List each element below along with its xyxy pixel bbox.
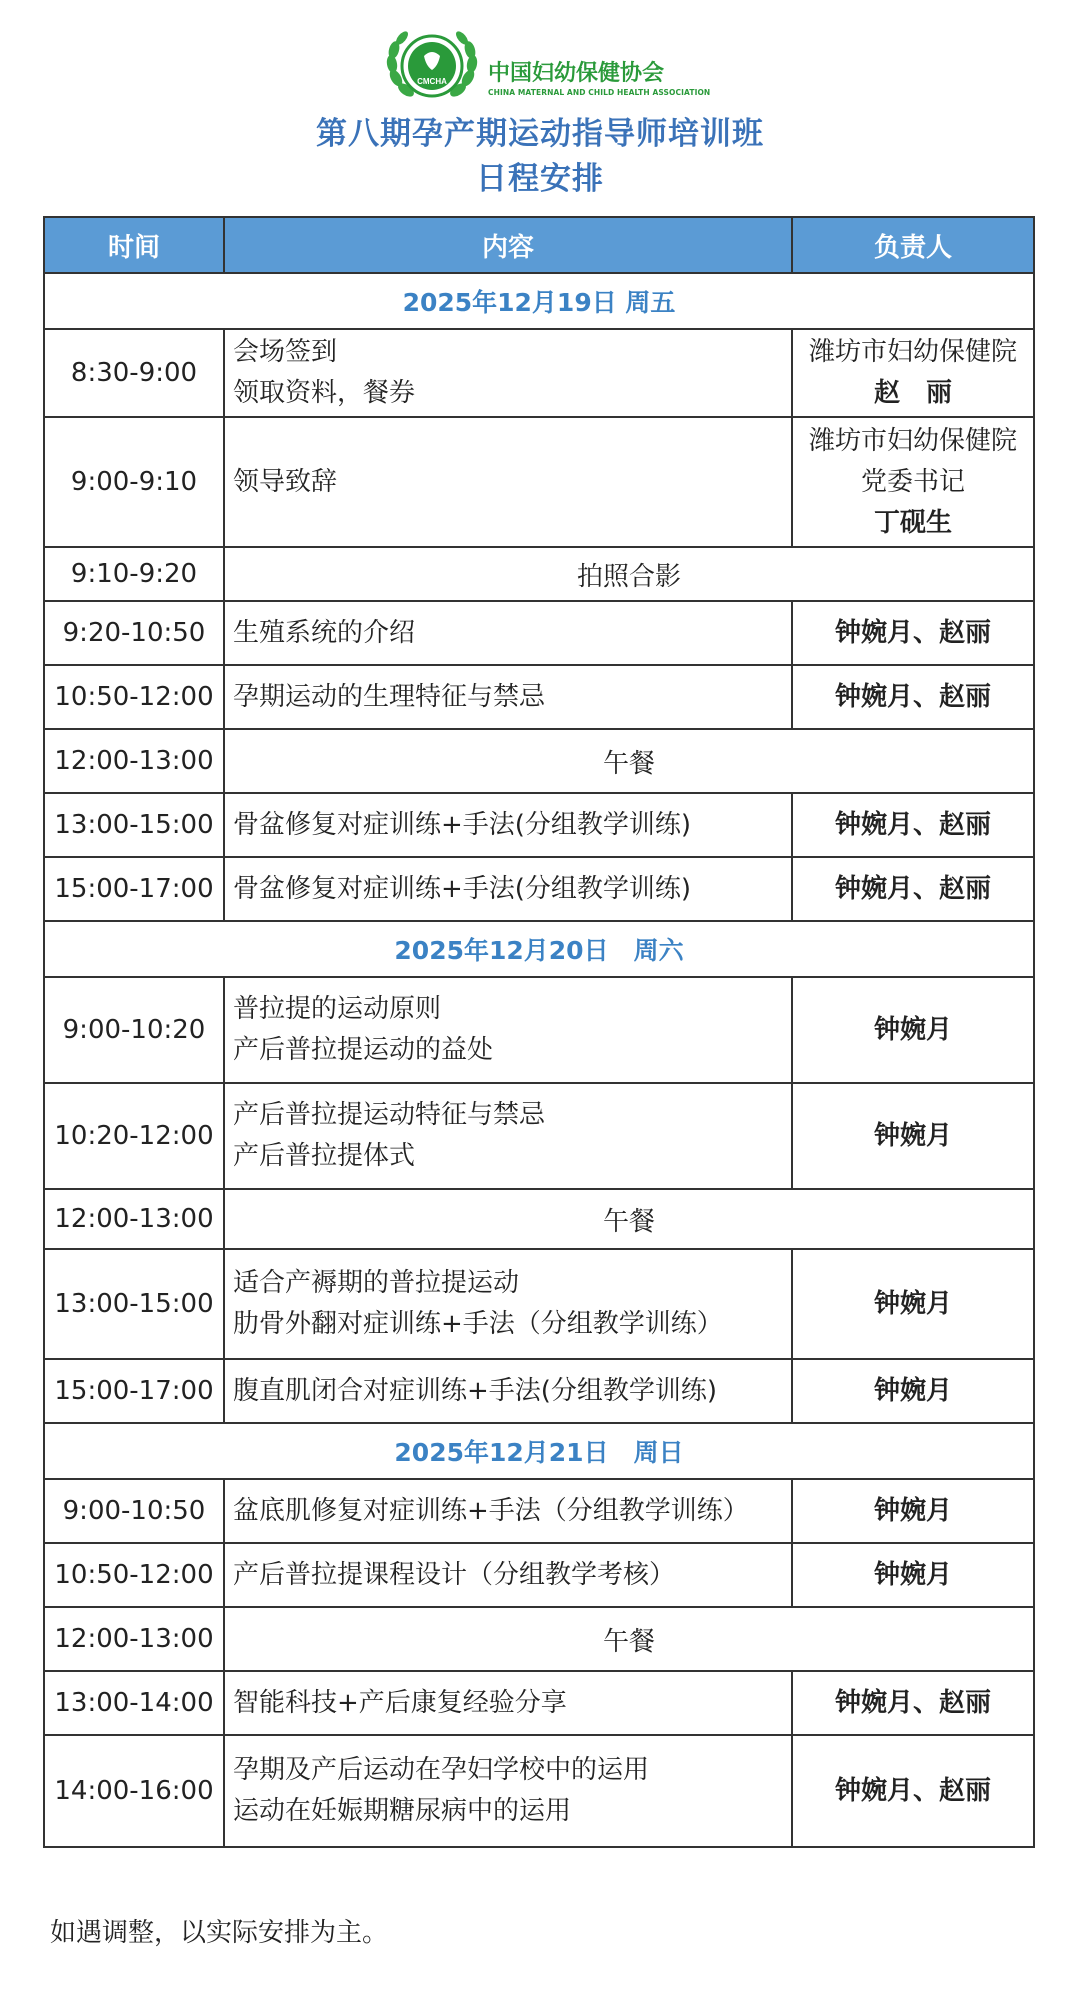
content-line: 适合产褥期的普拉提运动 [233,1268,520,1298]
header-content: 内容 [224,217,792,273]
table-row [44,417,1034,547]
content-cell: 孕期运动的生理特征与禁忌 [224,665,792,729]
owner-cell [792,417,1034,547]
page-subtitle: 日程安排 [476,161,604,197]
association-name-en: CHINA MATERNAL AND CHILD HEALTH ASSOCIATION [488,88,711,97]
time-cell: 10:20-12:00 [44,1083,224,1189]
content-cell: 盆底肌修复对症训练+手法（分组教学训练） [224,1479,792,1543]
content-line: 产后普拉提体式 [233,1141,416,1171]
content-cell: 骨盆修复对症训练+手法(分组教学训练) [224,857,792,921]
owner-cell: 钟婉月、赵丽 [792,1671,1034,1735]
table-header-row [44,217,1034,273]
footer-note: 如遇调整，以实际安排为主。 [50,1918,389,1948]
owner-line: 党委书记 [860,466,965,497]
time-cell: 12:00-13:00 [44,1607,224,1671]
owner-line: 赵 丽 [873,378,952,408]
time-cell: 13:00-15:00 [44,793,224,857]
content-cell: 产后普拉提课程设计（分组教学考核） [224,1543,792,1607]
table-row [44,1249,1034,1359]
table-row [44,601,1034,665]
association-emblem-icon [384,26,480,106]
table-row [44,1479,1034,1543]
page-header [0,0,1080,215]
content-cell: 骨盆修复对症训练+手法(分组教学训练) [224,793,792,857]
content-cell [224,1083,792,1189]
owner-cell: 钟婉月、赵丽 [792,665,1034,729]
time-cell: 9:00-10:50 [44,1479,224,1543]
table-row [44,547,1034,601]
content-cell [224,329,792,417]
content-line: 产后普拉提运动特征与禁忌 [233,1100,546,1130]
content-line: 孕期及产后运动在孕妇学校中的运用 [233,1755,650,1785]
owner-cell: 钟婉月 [792,1249,1034,1359]
time-cell: 9:20-10:50 [44,601,224,665]
owner-cell: 钟婉月、赵丽 [792,1735,1034,1847]
time-cell: 9:00-9:10 [44,417,224,547]
table-row [44,1359,1034,1423]
content-line: 普拉提的运动原则 [233,994,442,1024]
time-cell: 15:00-17:00 [44,857,224,921]
content-line: 运动在妊娠期糖尿病中的运用 [233,1796,572,1826]
owner-cell: 钟婉月 [792,1543,1034,1607]
table-row [44,1543,1034,1607]
table-row [44,729,1034,793]
content-line: 肋骨外翻对症训练+手法（分组教学训练） [233,1309,723,1339]
time-cell: 13:00-15:00 [44,1249,224,1359]
table-row [44,665,1034,729]
owner-cell [792,329,1034,417]
time-cell: 10:50-12:00 [44,1543,224,1607]
table-row [44,329,1034,417]
time-cell: 15:00-17:00 [44,1359,224,1423]
time-cell: 9:00-10:20 [44,977,224,1083]
span-cell: 午餐 [224,1607,1034,1671]
owner-line: 潍坊市妇幼保健院 [808,337,1017,367]
content-cell: 腹直肌闭合对症训练+手法(分组教学训练) [224,1359,792,1423]
time-cell: 8:30-9:00 [44,329,224,417]
owner-line: 丁砚生 [873,507,952,538]
time-cell: 13:00-14:00 [44,1671,224,1735]
emblem-text: CMCHA [417,77,447,86]
table-row [44,857,1034,921]
content-line: 领导致辞 [233,466,338,497]
content-cell [224,417,792,547]
time-cell: 12:00-13:00 [44,729,224,793]
date-row [44,921,1034,977]
span-cell: 午餐 [224,1189,1034,1249]
content-line: 会场签到 [233,337,338,367]
header-owner: 负责人 [792,217,1034,273]
owner-cell: 钟婉月、赵丽 [792,793,1034,857]
owner-cell: 钟婉月 [792,1083,1034,1189]
content-cell: 智能科技+产后康复经验分享 [224,1671,792,1735]
time-cell: 14:00-16:00 [44,1735,224,1847]
time-cell: 9:10-9:20 [44,547,224,601]
table-row [44,1189,1034,1249]
table-row [44,1083,1034,1189]
content-cell [224,977,792,1083]
date-row [44,1423,1034,1479]
owner-cell: 钟婉月 [792,977,1034,1083]
table-row [44,793,1034,857]
date-label: 2025年12月20日 周六 [44,921,1034,977]
header-time: 时间 [44,217,224,273]
page-title: 第八期孕产期运动指导师培训班 [316,116,764,152]
content-line: 产后普拉提运动的益处 [233,1035,494,1065]
span-cell: 拍照合影 [224,547,1034,601]
time-cell: 12:00-13:00 [44,1189,224,1249]
owner-cell: 钟婉月 [792,1479,1034,1543]
association-logo [384,26,711,106]
content-cell [224,1735,792,1847]
content-cell: 生殖系统的介绍 [224,601,792,665]
date-label: 2025年12月19日 周五 [44,273,1034,329]
content-cell [224,1249,792,1359]
table-row [44,977,1034,1083]
table-row [44,1735,1034,1847]
span-cell: 午餐 [224,729,1034,793]
table-row [44,1671,1034,1735]
owner-cell: 钟婉月、赵丽 [792,601,1034,665]
owner-line: 潍坊市妇幼保健院 [808,425,1017,456]
table-row [44,1607,1034,1671]
association-name-cn: 中国妇幼保健协会 [488,61,665,86]
content-line: 领取资料，餐券 [233,378,416,408]
owner-cell: 钟婉月 [792,1359,1034,1423]
owner-cell: 钟婉月、赵丽 [792,857,1034,921]
schedule-table [43,216,1035,1848]
date-label: 2025年12月21日 周日 [44,1423,1034,1479]
date-row [44,273,1034,329]
time-cell: 10:50-12:00 [44,665,224,729]
